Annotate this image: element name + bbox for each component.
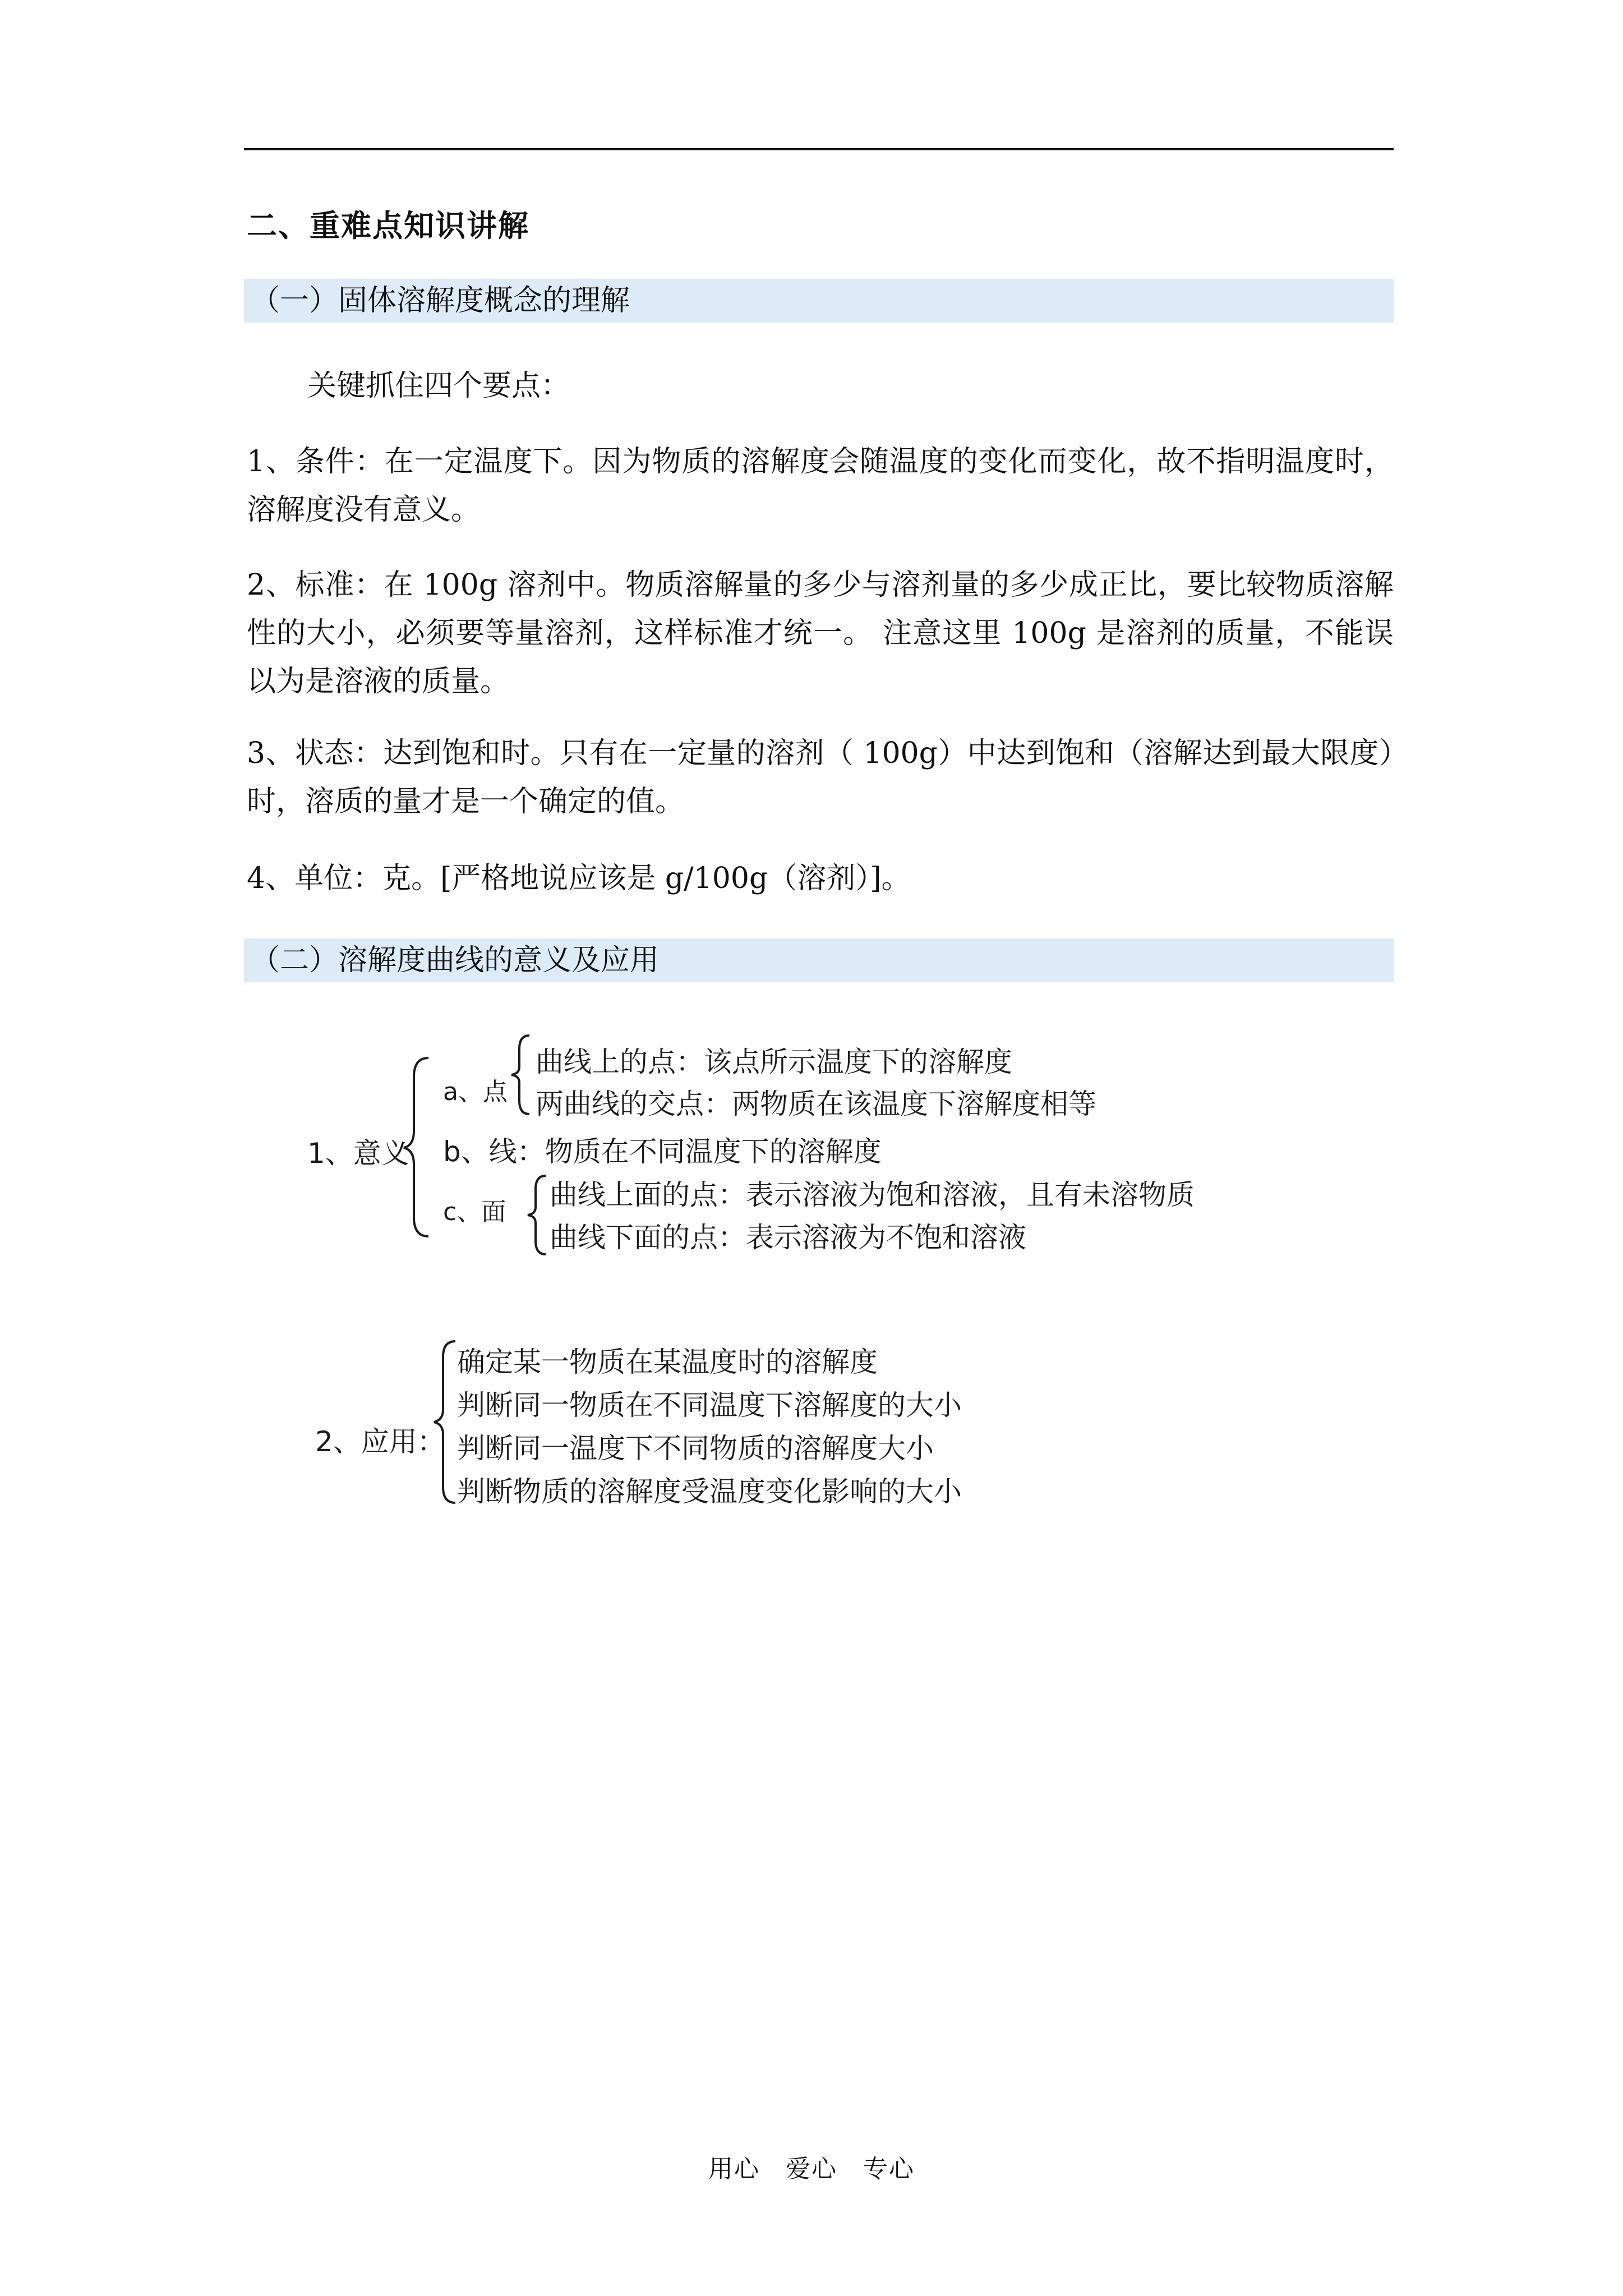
- meaning-c-label: c、面: [443, 1198, 506, 1226]
- meaning-c-brace: [524, 1172, 549, 1257]
- application-item-1: 确定某一物质在某温度时的溶解度: [457, 1346, 878, 1378]
- meaning-b: b、线：物质在不同温度下的溶解度: [443, 1135, 882, 1168]
- point-3: 3、状态：达到饱和时。只有在一定量的溶剂（ 100g）中达到饱和（溶解达到最大限度）时，溶质的量才是一个确定的值。: [247, 737, 1394, 818]
- application-item-2: 判断同一物质在不同温度下溶解度的大小: [457, 1389, 962, 1421]
- application-item-4: 判断物质的溶解度受温度变化影响的大小: [457, 1475, 962, 1508]
- header-rule: [244, 148, 1394, 150]
- meaning-a-brace: [508, 1032, 533, 1116]
- application-brace: [431, 1338, 459, 1506]
- meaning-c-item-2: 曲线下面的点：表示溶液为不饱和溶液: [550, 1221, 1026, 1254]
- point-2: 2、标准：在 100g 溶剂中。物质溶解量的多少与溶剂量的多少成正比，要比较物质溶解性的大小，必须要等量溶剂，这样标准才统一。 注意这里 100g 是溶剂的质量，不能误以为是溶液的质量。: [247, 568, 1394, 698]
- subsection-title-2: （二）溶解度曲线的意义及应用: [244, 938, 1394, 982]
- meaning-c-item-1: 曲线上面的点：表示溶液为饱和溶液，且有未溶物质: [550, 1179, 1195, 1211]
- meaning-a-item-2: 两曲线的交点：两物质在该温度下溶解度相等: [536, 1088, 1096, 1120]
- meaning-a-item-1: 曲线上的点：该点所示温度下的溶解度: [536, 1046, 1012, 1078]
- intro-text: 关键抓住四个要点：: [307, 369, 570, 403]
- application-item-3: 判断同一温度下不同物质的溶解度大小: [457, 1432, 934, 1465]
- page-footer: 用心 爱心 专心: [708, 2155, 915, 2183]
- meaning-brace: [399, 1055, 433, 1240]
- meaning-label: 1、意义: [307, 1137, 409, 1170]
- application-label: 2、应用：: [315, 1425, 445, 1458]
- point-4: 4、单位：克。[严格地说应该是 g/100g（溶剂）]。: [247, 862, 911, 895]
- point-1: 1、条件：在一定温度下。因为物质的溶解度会随温度的变化而变化，故不指明温度时，溶解度没有意义。: [247, 445, 1394, 527]
- meaning-a-label: a、点: [443, 1078, 508, 1106]
- subsection-title-1: （一）固体溶解度概念的理解: [244, 279, 1394, 323]
- section-heading: 二、重难点知识讲解: [247, 208, 529, 243]
